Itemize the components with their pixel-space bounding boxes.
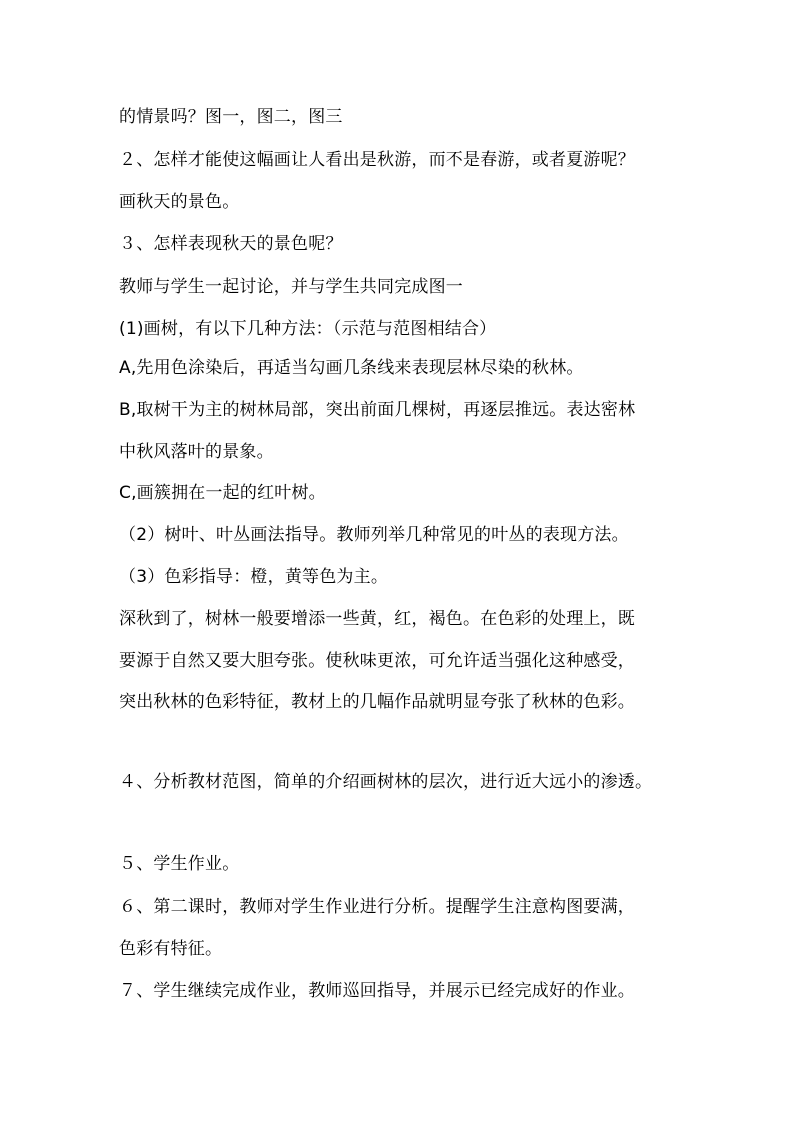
- text-line: 画秋天的景色。: [119, 192, 240, 212]
- text-line: 教师与学生一起讨论，并与学生共同完成图一: [119, 277, 463, 297]
- text-line: ３、怎样表现秋天的景色呢？: [119, 234, 343, 254]
- text-line: B,取树干为主的树林局部，突出前面几棵树，再逐层推远。表达密林: [119, 400, 636, 420]
- text-line: ６、第二课时，教师对学生作业进行分析。提醒学生注意构图要满，: [119, 897, 635, 917]
- text-line: （2）树叶、叶丛画法指导。教师列举几种常见的叶丛的表现方法。: [119, 525, 629, 545]
- text-line: （3）色彩指导：橙，黄等色为主。: [119, 567, 389, 587]
- text-line: ７、学生继续完成作业，教师巡回指导，并展示已经完成好的作业。: [119, 981, 635, 1001]
- text-line: 要源于自然又要大胆夸张。使秋味更浓，可允许适当强化这种感受，: [119, 651, 635, 671]
- text-line: 深秋到了，树林一般要增添一些黄，红，褐色。在色彩的处理上，既: [119, 609, 635, 629]
- text-line: ４、分析教材范图，简单的介绍画树林的层次，进行近大远小的渗透。: [119, 772, 653, 792]
- text-line: 中秋风落叶的景象。: [119, 442, 274, 462]
- text-line: 色彩有特征。: [119, 939, 223, 959]
- text-line: 突出秋林的色彩特征，教材上的几幅作品就明显夸张了秋林的色彩。: [119, 692, 635, 712]
- text-line: ５、学生作业。: [119, 854, 240, 874]
- text-line: A,先用色涂染后，再适当勾画几条线来表现层林尽染的秋林。: [119, 358, 584, 378]
- text-line: 的情景吗？图一，图二，图三: [119, 107, 343, 127]
- text-line: ２、怎样才能使这幅画让人看出是秋游，而不是春游，或者夏游呢？: [119, 150, 635, 170]
- text-line: C,画簇拥在一起的红叶树。: [119, 483, 326, 503]
- text-line: (1)画树，有以下几种方法：（示范与范图相结合）: [119, 319, 497, 339]
